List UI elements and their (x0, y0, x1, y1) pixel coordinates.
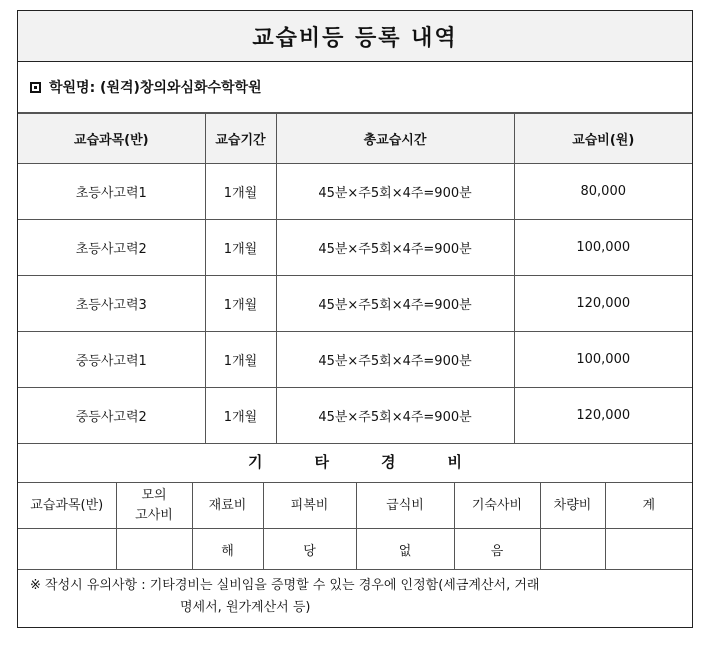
other-expenses-title (18, 441, 692, 483)
title-char: 비 (447, 453, 462, 471)
cell-mock-exam (116, 529, 192, 570)
square-bullet-icon (30, 82, 41, 93)
header-total: 계 (605, 483, 692, 529)
fee-table-header (18, 114, 692, 164)
header-total-hours: 총교습시간 (276, 114, 514, 164)
academy-name: 학원명: (원격)창의와심화수학학원 (49, 80, 262, 96)
title-char: 타 (314, 453, 329, 471)
header-subject: 교습과목(반) (18, 483, 116, 529)
cell-hours: 45분×주5회×4주=900분 (276, 220, 514, 276)
note-line-2: 명세서, 원가계산서 등) (180, 600, 311, 615)
header-period: 교습기간 (205, 114, 276, 164)
cell-period: 1개월 (205, 164, 276, 220)
header-subject: 교습과목(반) (18, 114, 205, 164)
cell-vehicle (540, 529, 605, 570)
other-expenses-header (18, 483, 692, 529)
cell-fee: 100,000 (514, 332, 692, 388)
cell-clothing: 당 (263, 529, 356, 570)
header-dormitory: 기숙사비 (454, 483, 540, 529)
cell-subject: 중등사고력2 (18, 388, 205, 444)
cell-dormitory: 음 (454, 529, 540, 570)
cell-meals: 없 (356, 529, 454, 570)
cell-total (605, 529, 692, 570)
cell-hours: 45분×주5회×4주=900분 (276, 276, 514, 332)
cell-subject: 초등사고력2 (18, 220, 205, 276)
table-row (18, 529, 692, 570)
note-line-1: ※ 작성시 유의사항 : 기타경비는 실비임을 증명할 수 있는 경우에 인정함(세금계산서, 거래 (30, 578, 540, 593)
other-expenses-table (18, 482, 692, 570)
title-char: 경 (381, 453, 396, 471)
academy-name-row (18, 62, 692, 113)
cell-fee: 100,000 (514, 220, 692, 276)
header-vehicle: 차량비 (540, 483, 605, 529)
header-fee: 교습비(원) (514, 114, 692, 164)
table-row (18, 276, 692, 332)
cell-period: 1개월 (205, 388, 276, 444)
table-row (18, 164, 692, 220)
fee-table (18, 113, 692, 444)
cell-subject: 초등사고력3 (18, 276, 205, 332)
cell-period: 1개월 (205, 220, 276, 276)
cell-fee: 80,000 (514, 164, 692, 220)
header-materials: 재료비 (192, 483, 263, 529)
cell-materials: 해 (192, 529, 263, 570)
cell-period: 1개월 (205, 276, 276, 332)
cell-period: 1개월 (205, 332, 276, 388)
cell-subject: 중등사고력1 (18, 332, 205, 388)
title-char: 기 (248, 453, 263, 471)
cell-subject: 초등사고력1 (18, 164, 205, 220)
cell-fee: 120,000 (514, 388, 692, 444)
header-meals: 급식비 (356, 483, 454, 529)
cell-hours: 45분×주5회×4주=900분 (276, 164, 514, 220)
registration-form (17, 10, 693, 628)
cell-hours: 45분×주5회×4주=900분 (276, 332, 514, 388)
cell-hours: 45분×주5회×4주=900분 (276, 388, 514, 444)
caution-note (18, 567, 692, 627)
header-clothing: 피복비 (263, 483, 356, 529)
page-title: 교습비등 등록 내역 (18, 11, 692, 62)
table-row (18, 388, 692, 444)
header-mock-exam: 모의 고사비 (116, 483, 192, 529)
cell-subject (18, 529, 116, 570)
table-row (18, 332, 692, 388)
cell-fee: 120,000 (514, 276, 692, 332)
table-row (18, 220, 692, 276)
